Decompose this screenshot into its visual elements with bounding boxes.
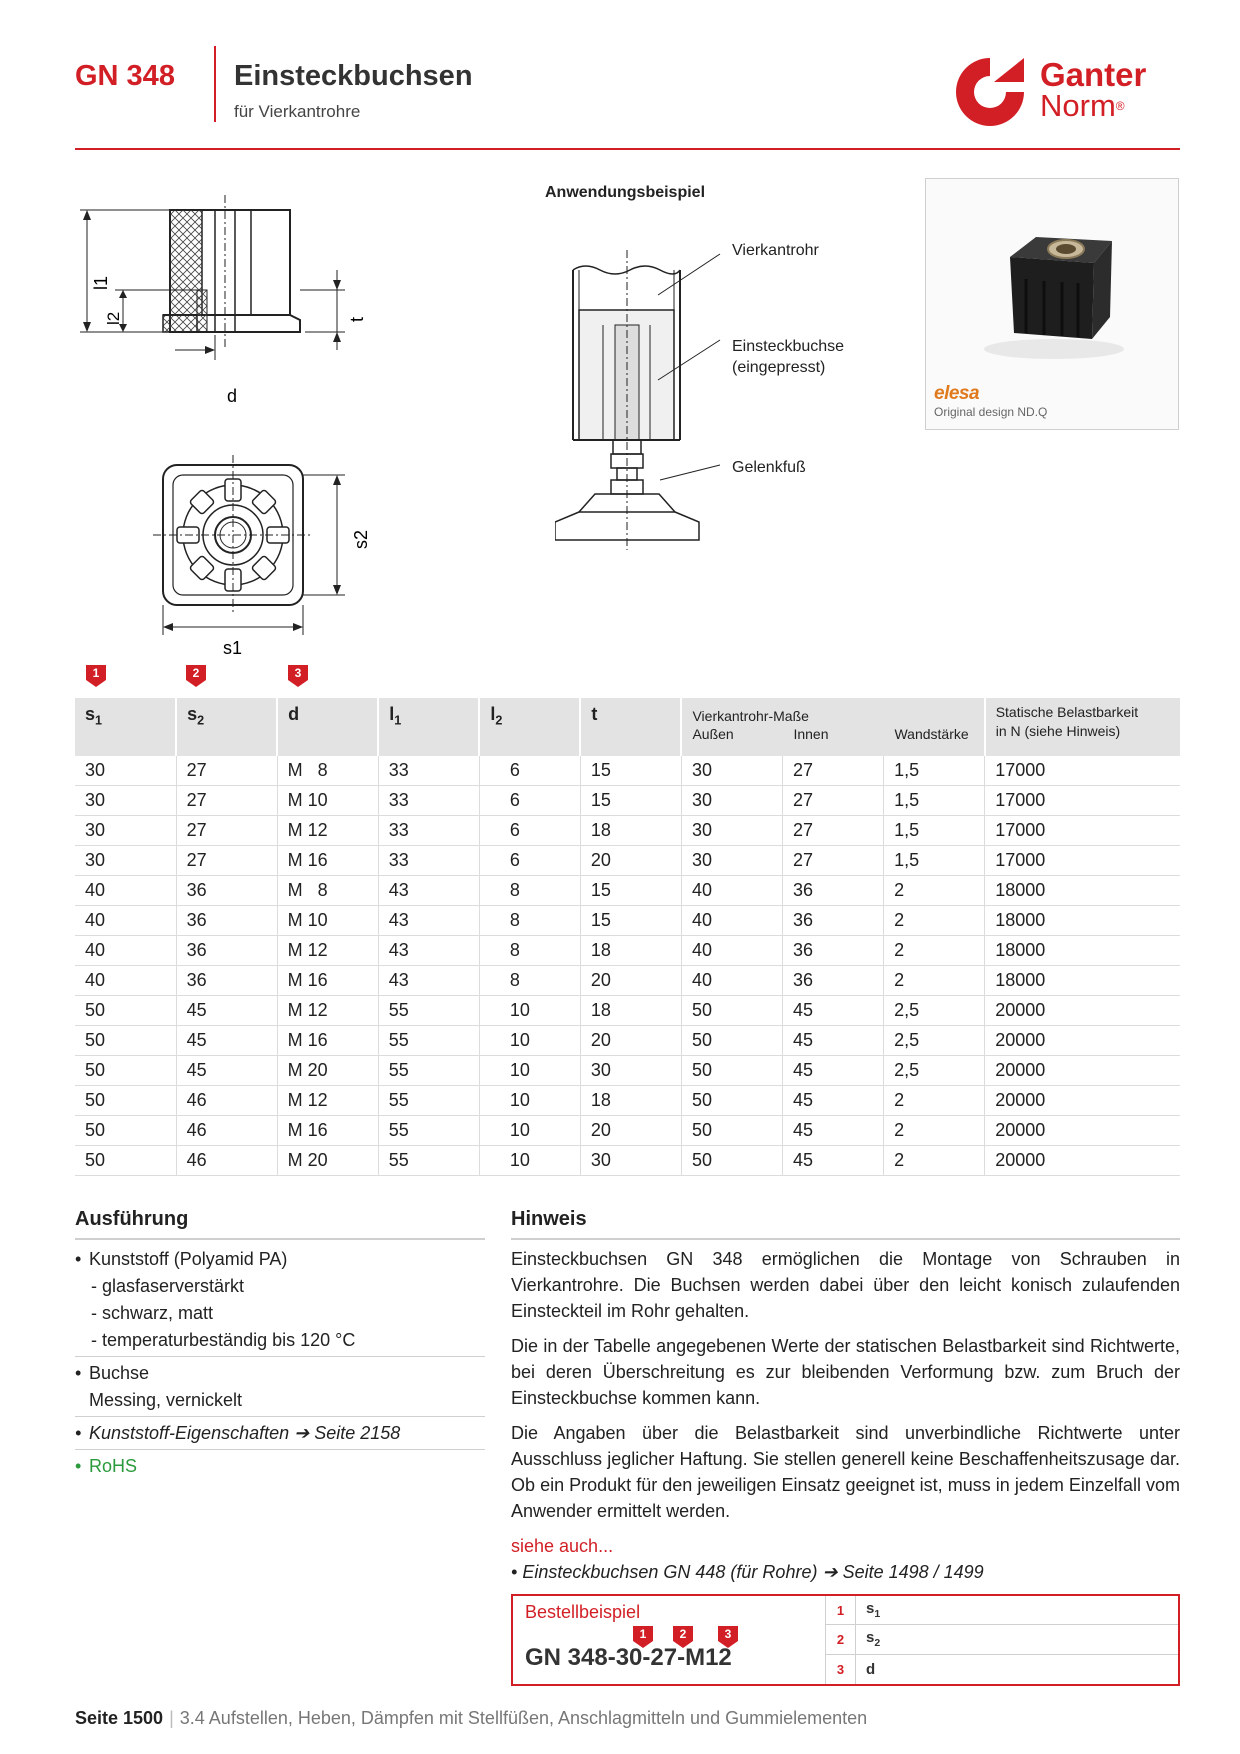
table-cell: 45	[176, 996, 277, 1026]
table-cell: M 20	[277, 1146, 378, 1176]
table-cell: 2	[884, 966, 985, 996]
table-row	[75, 1026, 1180, 1056]
table-cell: M 12	[277, 1086, 378, 1116]
table-cell: 45	[783, 1026, 884, 1056]
table-cell: 36	[176, 966, 277, 996]
table-cell: 2	[884, 1116, 985, 1146]
header-rule	[75, 148, 1180, 150]
table-cell: 6	[479, 816, 580, 846]
order-legend-row: 1 $s_1$	[826, 1596, 1178, 1625]
table-cell: 20	[580, 1116, 681, 1146]
table-cell: 43	[378, 966, 479, 996]
table-cell: 55	[378, 1086, 479, 1116]
table-cell: 50	[75, 1086, 176, 1116]
table-cell: 30	[75, 846, 176, 876]
table-cell: 40	[75, 906, 176, 936]
table-cell: 10	[479, 1116, 580, 1146]
ausfuehrung-rule	[75, 1238, 485, 1240]
callout-gelenkfuss: Gelenkfuß	[732, 459, 806, 476]
table-row	[75, 966, 1180, 996]
table-cell: 50	[681, 1116, 782, 1146]
table-cell: 17000	[985, 816, 1180, 846]
dimension-table	[75, 698, 1180, 1176]
table-row	[75, 1056, 1180, 1086]
table-cell: 40	[681, 966, 782, 996]
table-cell: 36	[783, 936, 884, 966]
see-also-link[interactable]: • Einsteckbuchsen GN 448 (für Rohre) ➔ Seite 1498 / 1499	[511, 1562, 984, 1582]
table-cell: 45	[783, 1146, 884, 1176]
table-cell: 20000	[985, 1116, 1180, 1146]
table-cell: 6	[479, 786, 580, 816]
list-item-link[interactable]: • Kunststoff-Eigenschaften ➔ Seite 2158	[75, 1420, 485, 1450]
table-cell: 1,5	[884, 816, 985, 846]
table-cell: 20000	[985, 1086, 1180, 1116]
table-row	[75, 1086, 1180, 1116]
table-cell: 45	[176, 1056, 277, 1086]
table-cell: 50	[681, 1086, 782, 1116]
table-cell: M 12	[277, 936, 378, 966]
table-cell: 43	[378, 876, 479, 906]
table-cell: 30	[580, 1146, 681, 1176]
table-cell: 50	[75, 996, 176, 1026]
table-row	[75, 786, 1180, 816]
hinweis-text	[511, 1246, 1180, 1585]
col-s1: $s_1$	[75, 698, 176, 756]
table-cell: 50	[75, 1116, 176, 1146]
col-d: d	[277, 698, 378, 756]
hinweis-rule	[511, 1238, 1180, 1240]
product-photo	[925, 178, 1179, 430]
table-cell: 10	[479, 1026, 580, 1056]
table-row	[75, 1146, 1180, 1176]
table-cell: M 16	[277, 846, 378, 876]
table-cell: 2	[884, 1146, 985, 1176]
table-cell: 17000	[985, 756, 1180, 786]
order-legend-row: 3 d	[826, 1655, 1178, 1684]
table-cell: M 10	[277, 906, 378, 936]
table-cell: 1,5	[884, 846, 985, 876]
table-cell: 17000	[985, 846, 1180, 876]
table-cell: 2	[884, 906, 985, 936]
badge-3: 3	[288, 665, 308, 687]
col-t: t	[580, 698, 681, 756]
col-l2: $l_2$	[479, 698, 580, 756]
table-cell: 40	[681, 906, 782, 936]
table-cell: M 20	[277, 1056, 378, 1086]
order-badge-3: 3	[718, 1626, 738, 1648]
page-number: Seite 1500	[75, 1708, 164, 1728]
table-cell: 18000	[985, 936, 1180, 966]
table-cell: 43	[378, 906, 479, 936]
ganter-norm-logo	[950, 52, 1180, 132]
table-cell: 10	[479, 996, 580, 1026]
table-cell: M 12	[277, 996, 378, 1026]
table-cell: 27	[176, 846, 277, 876]
list-item: • Kunststoff (Polyamid PA) - glasfaserverstärkt - schwarz, matt - temperaturbeständig bis 120 °C	[75, 1246, 485, 1357]
table-cell: 2	[884, 1086, 985, 1116]
table-cell: 55	[378, 1116, 479, 1146]
table-cell: 36	[783, 876, 884, 906]
page-footer: Seite 1500 | 3.4 Aufstellen, Heben, Dämpfen mit Stellfüßen, Anschlagmitteln und Gummielementen	[75, 1708, 868, 1728]
table-cell: 45	[783, 1116, 884, 1146]
table-cell: 40	[681, 876, 782, 906]
table-cell: 45	[783, 1056, 884, 1086]
ausfuehrung-list	[75, 1246, 485, 1485]
table-cell: 20	[580, 1026, 681, 1056]
hinweis-paragraph: Die in der Tabelle angegebenen Werte der statischen Belastbarkeit sind Richtwerte, bei deren Überschreitung es zur bleibenden Verformung bzw. zum Bruch der Einsteckbuchse kommen kann.	[511, 1336, 1180, 1408]
table-cell: 36	[783, 966, 884, 996]
table-cell: 45	[176, 1026, 277, 1056]
table-cell: 40	[75, 966, 176, 996]
table-cell: 2	[884, 936, 985, 966]
table-cell: 46	[176, 1086, 277, 1116]
table-cell: 45	[783, 1086, 884, 1116]
table-cell: 40	[681, 936, 782, 966]
col-l1: $l_1$	[378, 698, 479, 756]
table-cell: 27	[176, 756, 277, 786]
page-title: Einsteckbuchsen	[234, 60, 473, 92]
table-cell: 20	[580, 846, 681, 876]
table-cell: 15	[580, 786, 681, 816]
col-belastbarkeit: Statische Belastbarkeit in N (siehe Hinweis)	[985, 698, 1180, 756]
hinweis-paragraph: Einsteckbuchsen GN 348 ermöglichen die Montage von Schrauben in Vierkantrohre. Die Buchsen werden dabei über den leicht konisch zulaufenden Einsteckteil im Rohr gehalten.	[511, 1249, 1180, 1321]
photo-caption: Original design ND.Q	[934, 405, 1048, 419]
dim-l2-label: l2	[104, 311, 123, 325]
table-cell: 30	[681, 756, 782, 786]
order-badge-1: 1	[633, 1626, 653, 1648]
table-cell: 20000	[985, 1056, 1180, 1086]
table-cell: 20000	[985, 1146, 1180, 1176]
table-cell: 8	[479, 876, 580, 906]
col-innen: Innen	[793, 726, 829, 742]
table-cell: 46	[176, 1116, 277, 1146]
table-row	[75, 876, 1180, 906]
order-code: GN 348-30-27-M12	[525, 1644, 732, 1671]
header-divider	[214, 46, 216, 122]
table-cell: 20000	[985, 996, 1180, 1026]
dim-d-label: d	[227, 386, 238, 406]
table-cell: 55	[378, 996, 479, 1026]
table-cell: 17000	[985, 786, 1180, 816]
hinweis-paragraph: Die Angaben über die Belastbarkeit sind unverbindliche Richtwerte unter Ausschluss jeglicher Haftung. Sie stellen generell keine Beschaffenheitszusage dar. Ob ein Produkt für den jeweiligen Einsatz geeignet ist, muss in jedem Einzelfall vom Anwender ermittelt werden.	[511, 1423, 1180, 1521]
col-s2: $s_2$	[176, 698, 277, 756]
table-cell: 50	[681, 1026, 782, 1056]
table-cell: 10	[479, 1146, 580, 1176]
page-subtitle: für Vierkantrohre	[234, 102, 361, 121]
table-cell: 50	[681, 1056, 782, 1086]
table-row	[75, 846, 1180, 876]
table-cell: 55	[378, 1146, 479, 1176]
table-cell: 30	[681, 786, 782, 816]
ausfuehrung-title: Ausführung	[75, 1208, 189, 1230]
table-cell: 18	[580, 996, 681, 1026]
table-cell: 36	[783, 906, 884, 936]
table-cell: 36	[176, 906, 277, 936]
table-cell: 30	[75, 786, 176, 816]
product-image	[926, 179, 1180, 379]
dim-s1-label: s1	[223, 638, 243, 658]
table-cell: 27	[783, 816, 884, 846]
table-cell: 27	[783, 846, 884, 876]
callout-einsteckbuchse: Einsteckbuchse (eingepresst)	[732, 338, 845, 376]
table-cell: 15	[580, 906, 681, 936]
table-row	[75, 906, 1180, 936]
table-cell: 45	[783, 996, 884, 1026]
dim-l1-label: l1	[91, 275, 111, 290]
table-cell: 46	[176, 1146, 277, 1176]
table-cell: 30	[580, 1056, 681, 1086]
col-aussen: Außen	[692, 726, 734, 742]
order-badge-2: 2	[673, 1626, 693, 1648]
table-cell: 15	[580, 756, 681, 786]
ganter-logo-icon	[950, 52, 1030, 132]
hinweis-title: Hinweis	[511, 1208, 587, 1230]
table-cell: 40	[75, 936, 176, 966]
order-legend-row: 2 $s_2$	[826, 1625, 1178, 1654]
logo-text-ganter: Ganter	[1040, 56, 1147, 93]
order-example-label: Bestellbeispiel	[525, 1602, 641, 1622]
table-cell: 10	[479, 1086, 580, 1116]
table-cell: 27	[783, 786, 884, 816]
product-code: GN 348	[75, 60, 175, 92]
table-cell: 2,5	[884, 996, 985, 1026]
table-cell: M 12	[277, 816, 378, 846]
table-cell: 2,5	[884, 1026, 985, 1056]
table-cell: 1,5	[884, 756, 985, 786]
col-wandstaerke: Wandstärke	[894, 726, 969, 742]
table-cell: 20	[580, 966, 681, 996]
table-cell: 6	[479, 846, 580, 876]
table-cell: M 16	[277, 966, 378, 996]
table-cell: 8	[479, 936, 580, 966]
table-cell: 33	[378, 756, 479, 786]
table-row	[75, 756, 1180, 786]
table-cell: 55	[378, 1056, 479, 1086]
table-cell: 27	[176, 816, 277, 846]
table-cell: 18	[580, 936, 681, 966]
table-cell: 33	[378, 816, 479, 846]
table-cell: 50	[681, 1146, 782, 1176]
table-cell: 55	[378, 1026, 479, 1056]
list-item: • Buchse Messing, vernickelt	[75, 1360, 485, 1417]
table-cell: 18000	[985, 906, 1180, 936]
table-cell: 50	[681, 996, 782, 1026]
table-cell: 15	[580, 876, 681, 906]
table-header-row	[75, 698, 1180, 756]
table-cell: 2	[884, 876, 985, 906]
table-cell: 6	[479, 756, 580, 786]
table-cell: M 10	[277, 786, 378, 816]
table-cell: 2,5	[884, 1056, 985, 1086]
elesa-brand: elesa	[934, 383, 980, 404]
side-view-drawing	[75, 190, 375, 410]
table-cell: 10	[479, 1056, 580, 1086]
table-cell: 20000	[985, 1026, 1180, 1056]
table-cell: 18	[580, 816, 681, 846]
table-cell: 30	[681, 846, 782, 876]
table-cell: M 16	[277, 1026, 378, 1056]
table-cell: 43	[378, 936, 479, 966]
table-row	[75, 936, 1180, 966]
table-row	[75, 816, 1180, 846]
table-cell: 27	[783, 756, 884, 786]
see-also-label: siehe auch...	[511, 1536, 614, 1556]
list-item-rohs: • RoHS	[75, 1456, 138, 1476]
dim-s2-label: s2	[351, 529, 371, 549]
table-cell: 33	[378, 786, 479, 816]
table-cell: 50	[75, 1026, 176, 1056]
chapter-title: 3.4 Aufstellen, Heben, Dämpfen mit Stellfüßen, Anschlagmitteln und Gummielementen	[179, 1708, 868, 1728]
callout-vierkantrohr: Vierkantrohr	[732, 242, 819, 259]
table-cell: 50	[75, 1146, 176, 1176]
table-cell: 18000	[985, 876, 1180, 906]
table-cell: 27	[176, 786, 277, 816]
order-legend	[825, 1596, 1178, 1684]
table-cell: 33	[378, 846, 479, 876]
table-cell: 18	[580, 1086, 681, 1116]
order-example-box	[511, 1594, 1180, 1686]
table-cell: 36	[176, 936, 277, 966]
table-cell: 8	[479, 906, 580, 936]
table-row	[75, 996, 1180, 1026]
table-cell: M 8	[277, 756, 378, 786]
table-row	[75, 1116, 1180, 1146]
application-example-title: Anwendungsbeispiel	[545, 184, 706, 201]
badge-1: 1	[86, 665, 106, 687]
dim-t-label: t	[347, 316, 367, 322]
table-cell: M 16	[277, 1116, 378, 1146]
table-cell: 30	[75, 816, 176, 846]
table-cell: 50	[75, 1056, 176, 1086]
table-cell: 36	[176, 876, 277, 906]
badge-2: 2	[186, 665, 206, 687]
table-cell: 40	[75, 876, 176, 906]
top-view-drawing	[145, 455, 375, 665]
table-cell: 30	[681, 816, 782, 846]
table-cell: 1,5	[884, 786, 985, 816]
logo-text-norm: Norm®	[1040, 88, 1125, 123]
col-vierkantrohr-masse: Vierkantrohr-Maße Außen Innen Wandstärke	[681, 698, 984, 756]
table-cell: 18000	[985, 966, 1180, 996]
table-cell: 8	[479, 966, 580, 996]
table-cell: M 8	[277, 876, 378, 906]
table-cell: 30	[75, 756, 176, 786]
